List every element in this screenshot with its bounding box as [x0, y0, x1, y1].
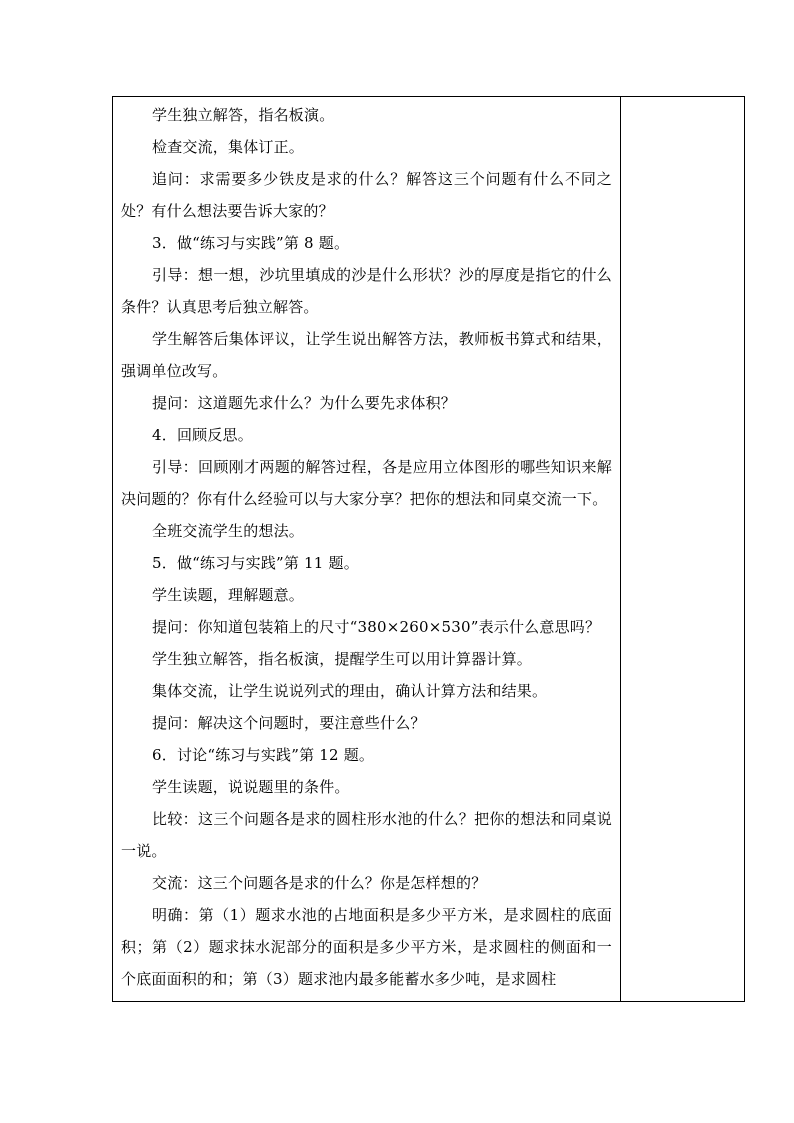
paragraph: 5．做“练习与实践”第 11 题。 — [152, 554, 359, 572]
paragraph: 引导：回顾刚才两题的解答过程，各是应用立体图形的哪些知识来解决问题的？你有什么经验可以与大家分享？把你的想法和同桌交流一下。 — [121, 458, 612, 508]
paragraph: 明确：第（1）题求水池的占地面积是多少平方米，是求圆柱的底面积；第（2）题求抹水泥部分的面积是多少平方米，是求圆柱的侧面和一个底面面积的和；第（3）题求池内最多能蓄水多少吨，是求圆柱 — [121, 906, 612, 988]
paragraph: 提问：解决这个问题时，要注意些什么？ — [152, 714, 426, 732]
paragraph: 学生独立解答，指名板演。 — [152, 106, 335, 124]
lesson-table — [112, 96, 745, 1002]
paragraph: 学生独立解答，指名板演，提醒学生可以用计算器计算。 — [152, 650, 533, 668]
paragraph: 6．讨论“练习与实践”第 12 题。 — [152, 746, 375, 764]
paragraph: 学生解答后集体评议，让学生说出解答方法，教师板书算式和结果，强调单位改写。 — [121, 330, 612, 380]
paragraph: 提问：你知道包装箱上的尺寸“380×260×530”表示什么意思吗？ — [152, 618, 601, 636]
lesson-content-cell — [113, 97, 621, 1001]
paragraph: 全班交流学生的想法。 — [152, 522, 305, 540]
notes-cell — [621, 97, 744, 1001]
paragraph: 比较：这三个问题各是求的圆柱形水池的什么？把你的想法和同桌说一说。 — [121, 810, 612, 860]
paragraph: 3．做“练习与实践”第 8 题。 — [152, 234, 350, 252]
paragraph: 引导：想一想，沙坑里填成的沙是什么形状？沙的厚度是指它的什么条件？认真思考后独立解答。 — [121, 266, 612, 316]
paragraph: 学生读题，说说题里的条件。 — [152, 778, 350, 796]
paragraph: 提问：这道题先求什么？为什么要先求体积？ — [152, 394, 457, 412]
paragraph: 4．回顾反思。 — [152, 426, 253, 444]
paragraph: 集体交流，让学生说说列式的理由，确认计算方法和结果。 — [152, 682, 548, 700]
paragraph: 检查交流，集体订正。 — [152, 138, 305, 156]
paragraph: 交流：这三个问题各是求的什么？你是怎样想的？ — [152, 874, 487, 892]
paragraph: 追问：求需要多少铁皮是求的什么？解答这三个问题有什么不同之处？有什么想法要告诉大家的？ — [121, 170, 612, 220]
paragraph: 学生读题，理解题意。 — [152, 586, 305, 604]
